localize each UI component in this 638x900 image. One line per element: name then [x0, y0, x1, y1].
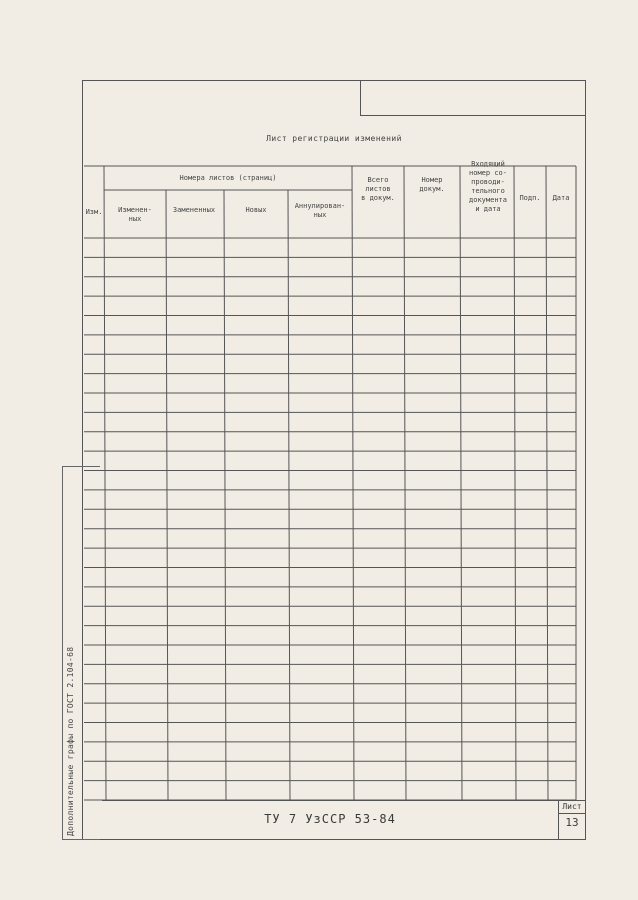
- col-header-date: Дата: [552, 194, 570, 202]
- col-header-new: Новых: [245, 206, 267, 214]
- column-line: [288, 190, 290, 800]
- col-header-izm: Изм.: [85, 208, 103, 216]
- col-header-changed: Изменен- ных: [118, 206, 152, 223]
- col-header-total: Всего листов в докум.: [361, 176, 395, 202]
- col-header-annulled: Аннулирован- ных: [294, 202, 346, 219]
- column-line: [166, 190, 168, 800]
- column-line: [514, 166, 516, 800]
- column-line: [404, 166, 406, 800]
- column-line: [352, 166, 354, 800]
- col-header-docnum: Номер докум.: [419, 176, 445, 193]
- column-line: [460, 166, 462, 800]
- document-code: ТУ 7 УзССР 53-84: [264, 812, 396, 826]
- column-line: [104, 166, 106, 800]
- col-header-sign: Подп.: [519, 194, 541, 202]
- sheet-label: Лист: [558, 801, 586, 814]
- col-header-incoming: Входящий номер со- проводи- тельного документа и дата: [469, 160, 507, 213]
- side-note: Дополнительные графы по ГОСТ 2.104-68: [66, 646, 75, 836]
- col-header-replaced: Замененных: [172, 206, 216, 214]
- column-line: [224, 190, 226, 800]
- form-title: Лист регистрации изменений: [266, 134, 402, 143]
- sheet-number: 13: [565, 816, 579, 829]
- column-line: [546, 166, 548, 800]
- group-header: Номера листов (страниц): [179, 174, 277, 182]
